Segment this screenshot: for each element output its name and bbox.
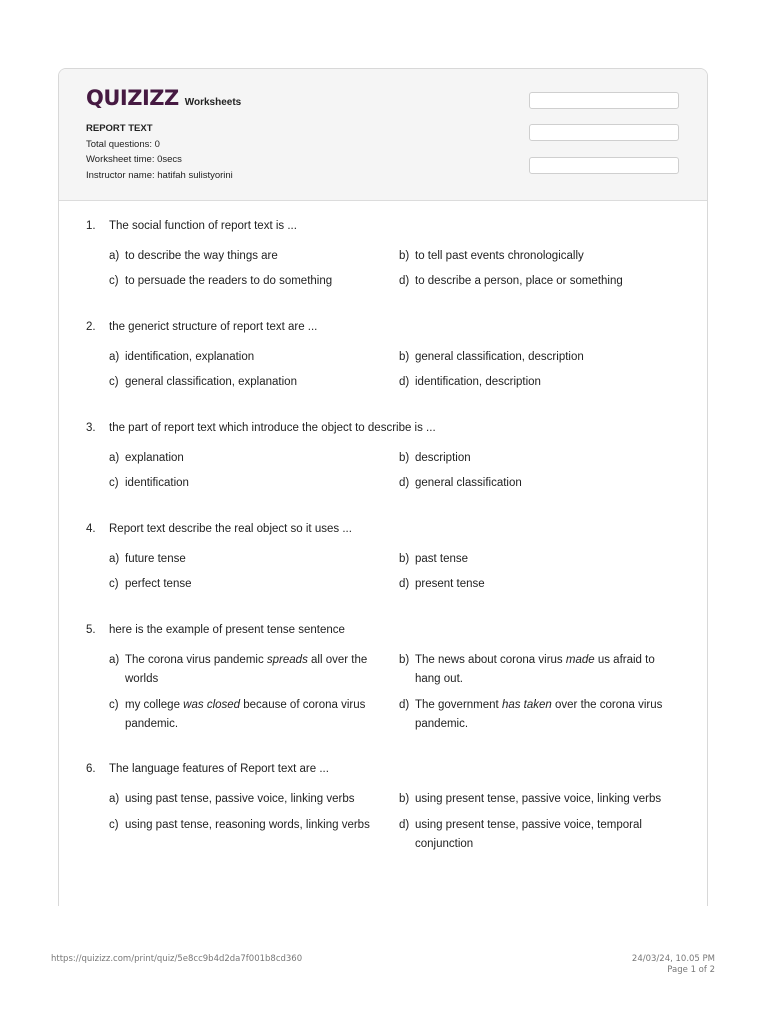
logo-wordmark: QUIZIZZ (86, 86, 179, 110)
option-letter: c) (109, 819, 119, 831)
option-letter: d) (399, 578, 410, 590)
option-text: to describe a person, place or something (415, 275, 623, 287)
option-text-post: us afraid to hang out. (415, 654, 655, 685)
option-text (109, 696, 379, 734)
worksheet-meta (86, 121, 233, 183)
option-letter: c) (109, 477, 119, 489)
option-a (109, 550, 379, 569)
footer-url: https://quizizz.com/print/quiz/5e8cc9b4d2da7f001b8cd360 (51, 954, 303, 964)
option-a (109, 449, 379, 468)
option-text (399, 696, 669, 734)
option-d (399, 474, 669, 493)
option-text: using past tense, reasoning words, linking verbs (125, 819, 370, 831)
option-text-emphasis: was closed (183, 699, 241, 711)
option-letter: a) (109, 793, 120, 805)
option-text-post: all over the worlds (125, 654, 368, 685)
option-letter: d) (399, 819, 410, 831)
date-field (489, 157, 681, 175)
question-number: 1. (86, 220, 96, 232)
question-number: 3. (86, 422, 96, 434)
option-text: general classification, description (415, 351, 584, 363)
class-input[interactable] (529, 124, 679, 141)
question-text: the generict structure of report text are ... (109, 321, 318, 333)
option-letter: b) (399, 553, 410, 565)
option-letter: b) (399, 654, 410, 666)
instructor-name: Instructor name: hatifah sulistyorini (86, 169, 233, 181)
question-text: The social function of report text is ... (109, 220, 297, 232)
option-letter: a) (109, 452, 120, 464)
worksheet-header (59, 69, 707, 201)
option-d (399, 272, 669, 291)
option-text: using present tense, passive voice, linking verbs (415, 793, 662, 805)
question-number: 2. (86, 321, 96, 333)
option-c (109, 816, 379, 835)
option-text: perfect tense (125, 578, 192, 590)
option-d (399, 696, 669, 734)
question-number: 5. (86, 624, 96, 636)
option-d (399, 373, 669, 392)
option-text: identification, explanation (125, 351, 255, 363)
option-text-pre: my college (125, 699, 184, 711)
option-d (399, 575, 669, 594)
option-letter: a) (109, 250, 120, 262)
worksheet-title: REPORT TEXT (86, 123, 153, 134)
option-text: to describe the way things are (125, 250, 278, 262)
option-text (399, 651, 669, 689)
option-text: present tense (415, 578, 485, 590)
question-number: 6. (86, 763, 96, 775)
option-text: identification, description (415, 376, 541, 388)
logo-subtitle: Worksheets (184, 97, 242, 108)
option-letter: d) (399, 477, 410, 489)
footer-meta (632, 954, 715, 976)
option-b (399, 651, 669, 689)
option-letter: b) (399, 452, 410, 464)
option-letter: d) (399, 275, 410, 287)
option-c (109, 575, 379, 594)
option-text: to persuade the readers to do something (125, 275, 333, 287)
option-text-emphasis: has taken (501, 699, 552, 711)
worksheet-time: Worksheet time: 0secs (86, 154, 182, 165)
option-b (399, 348, 669, 367)
option-letter: b) (399, 250, 410, 262)
name-field (489, 92, 681, 110)
option-text: using present tense, passive voice, temporal conjunction (415, 819, 642, 850)
option-a (109, 790, 379, 809)
option-letter: c) (109, 578, 119, 590)
option-text-emphasis: spreads (266, 654, 308, 666)
option-letter: c) (109, 376, 119, 388)
option-text: description (415, 452, 471, 464)
option-letter: c) (109, 699, 119, 711)
print-datetime: 24/03/24, 10.05 PM (631, 954, 715, 964)
question-text: The language features of Report text are ... (109, 763, 329, 775)
option-text: past tense (415, 553, 469, 565)
option-text-emphasis: made (565, 654, 595, 666)
class-field (489, 124, 681, 142)
option-letter: a) (109, 351, 120, 363)
question-number: 4. (86, 523, 96, 535)
page-number: Page 1 of 2 (667, 965, 715, 975)
total-questions: Total questions: 0 (86, 138, 160, 150)
option-text: using past tense, passive voice, linking verbs (125, 793, 355, 805)
question-text: here is the example of present tense sentence (109, 624, 345, 636)
option-a (109, 348, 379, 367)
option-text-pre: The corona virus pandemic (125, 654, 267, 666)
option-text-pre: The government (415, 699, 502, 711)
option-text-post: because of corona virus pandemic. (125, 699, 366, 730)
name-input[interactable] (529, 92, 679, 109)
option-c (109, 474, 379, 493)
option-letter: a) (109, 553, 120, 565)
option-b (399, 550, 669, 569)
quizizz-logo (86, 86, 241, 110)
option-text: identification (125, 477, 189, 489)
question-text: the part of report text which introduce the object to describe is ... (109, 422, 436, 434)
option-letter: d) (399, 699, 410, 711)
option-text: general classification (415, 477, 522, 489)
option-text (109, 651, 379, 689)
option-letter: c) (109, 275, 119, 287)
option-text: general classification, explanation (125, 376, 297, 388)
option-c (109, 696, 379, 734)
option-c (109, 272, 379, 291)
option-text: future tense (125, 553, 186, 565)
option-d (399, 816, 669, 854)
question-text: Report text describe the real object so it uses ... (109, 523, 352, 535)
option-letter: b) (399, 793, 410, 805)
option-c (109, 373, 379, 392)
worksheet-card (58, 68, 708, 906)
option-a (109, 247, 379, 266)
date-input[interactable] (529, 157, 679, 174)
option-letter: d) (399, 376, 410, 388)
option-text: to tell past events chronologically (415, 250, 584, 262)
option-letter: b) (399, 351, 410, 363)
option-b (399, 247, 669, 266)
option-b (399, 790, 669, 809)
option-text-pre: The news about corona virus (415, 654, 566, 666)
option-text-post: over the corona virus pandemic. (415, 699, 663, 730)
option-text: explanation (125, 452, 184, 464)
option-b (399, 449, 669, 468)
option-letter: a) (109, 654, 120, 666)
option-a (109, 651, 379, 689)
